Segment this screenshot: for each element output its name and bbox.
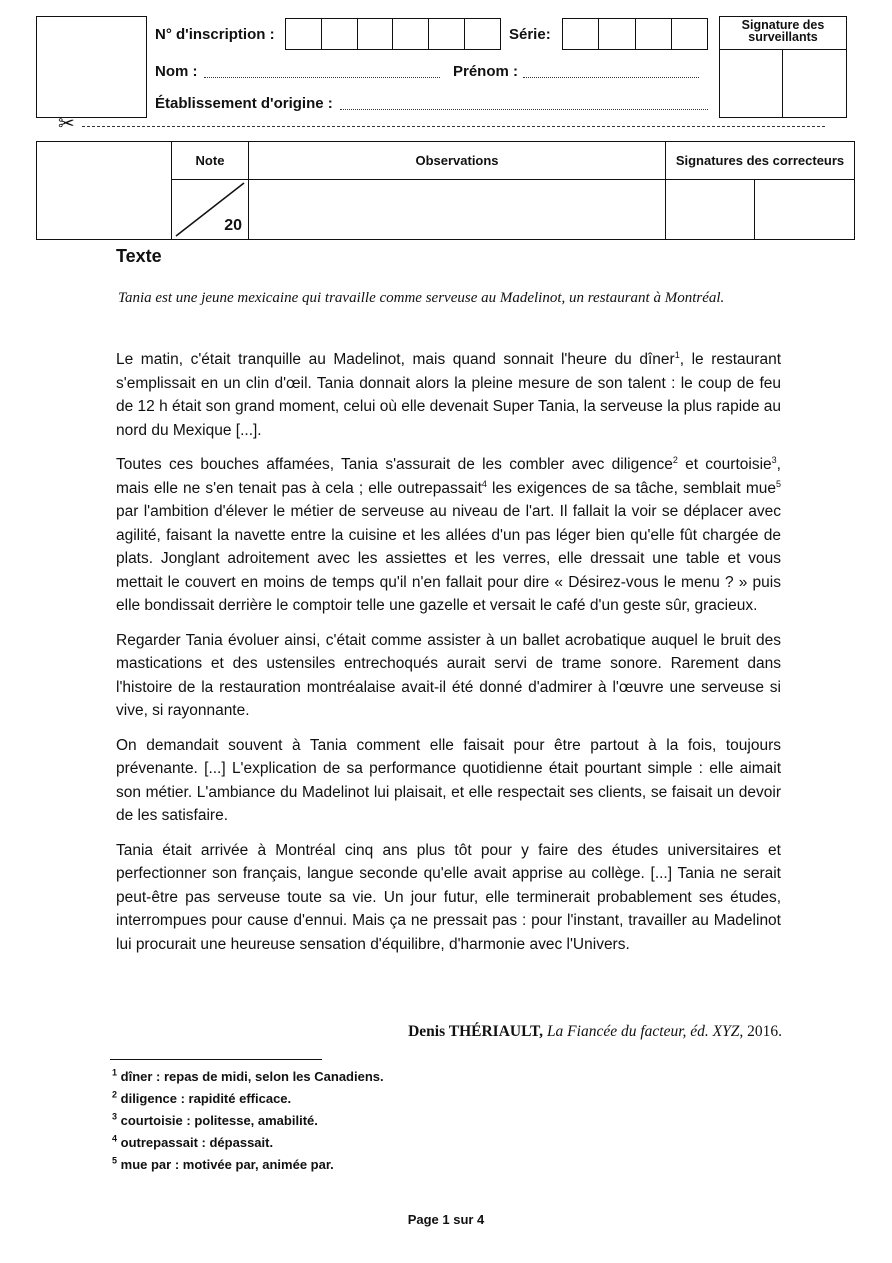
footnote-item <box>112 1066 384 1088</box>
paragraph <box>116 348 781 442</box>
footnote-text: courtoisie : politesse, amabilité. <box>120 1113 318 1128</box>
nom-label: Nom : <box>155 63 198 80</box>
scissors-icon: ✂ <box>58 113 75 135</box>
paragraph <box>116 629 781 723</box>
serie-label: Série: <box>509 26 551 43</box>
etablissement-field[interactable] <box>340 109 708 110</box>
footnote-item <box>112 1154 384 1176</box>
paragraph-text: , le restaurant s'emplissait en un clin d'œil. Tania donnait alors la pleine mesure de son talent : le coup de feu de 12 h était son grand moment, celui où elle devenait Super Tania, la serveuse la plus rapide au nord du Mexique [...]. <box>116 351 781 439</box>
footnote-ref: 5 <box>775 478 781 489</box>
paragraph-text: les exigences de sa tâche, semblait mue <box>486 479 776 497</box>
footnote-item <box>112 1132 384 1154</box>
footnote-ref: 1 <box>674 349 680 360</box>
grade-blank-cell <box>37 142 172 240</box>
note-cell[interactable] <box>172 180 249 240</box>
photo-box <box>36 16 147 118</box>
paragraph-text: par l'ambition d'élever le métier de serveuse au niveau de l'art. Il fallait la voir se déplacer avec agilité, faisant la navette entre la cuisine et les allées d'un pas léger bien qu'elle fût chargée de plats. Jonglant adroitement avec les assiettes et les verres, elle dressait une table et vous mettait le couvert en moins de temps qu'il n'en fallait pour dire « Désirez-vous le menu ? » puis elle bondissait derrière le comptoir telle une gazelle et versait le café d'un geste sûr, gracieux. <box>116 503 781 614</box>
observations-header: Observations <box>249 142 666 180</box>
citation <box>340 1023 782 1041</box>
intro-text: Tania est une jeune mexicaine qui travaille comme serveuse au Madelinot, un restaurant à Montréal. <box>118 290 725 306</box>
footnote-rule <box>110 1059 322 1060</box>
footnote-item <box>112 1110 384 1132</box>
signature-divider-v <box>782 49 783 117</box>
etablissement-label: Établissement d'origine : <box>155 95 333 112</box>
paragraph <box>116 839 781 957</box>
signature-surveillants-box <box>719 16 847 118</box>
footnote-number: 4 <box>112 1133 118 1144</box>
signatures-correcteurs-header: Signatures des correcteurs <box>666 142 855 180</box>
footnote-number: 1 <box>112 1067 118 1078</box>
paragraph-text: On demandait souvent à Tania comment elle faisait pour être partout à la fois, toujours prévenante. [...] L'explication de sa performance quotidienne était pourtant simple : elle aimait son métier. L'ambiance du Madelinot lui plaisait, et elle respectait ses clients, se faisait un devoir de les satisfaire. <box>116 736 781 824</box>
signature-divider-h <box>720 49 846 50</box>
footnote-number: 3 <box>112 1111 118 1122</box>
paragraph-text: Tania était arrivée à Montréal cinq ans plus tôt pour y faire des études universitaires et perfectionner son français, langue seconde qu'elle avait apprise au collège. [...] Tania ne serait peut-être pas serveuse toute sa vie. Un jour futur, elle terminerait probablement ses études, interrompues pour cause d'ennui. Mais ça ne pressait pas : pour l'instant, travailler au Madelinot lui procurait une heureuse sensation d'équilibre, d'harmonie avec l'Univers. <box>116 841 781 953</box>
prenom-label: Prénom : <box>453 63 519 80</box>
footnote-ref: 3 <box>771 454 777 465</box>
footnote-number: 5 <box>112 1155 118 1166</box>
citation-author: Denis THÉRIAULT, <box>408 1023 544 1040</box>
note-header: Note <box>172 142 249 180</box>
footnote-text: dîner : repas de midi, selon les Canadiens. <box>120 1069 384 1084</box>
note-max: 20 <box>224 217 242 234</box>
footnote-ref: 4 <box>481 478 487 489</box>
paragraph-text: Toutes ces bouches affamées, Tania s'assurait de les combler avec diligence <box>116 456 673 473</box>
paragraph-text: Regarder Tania évoluer ainsi, c'était comme assister à un ballet acrobatique auquel le bruit des mastications et des ustensiles entrechoqués aurait servi de trame sonore. Rarement dans l'histoire de la restauration montréalaise avait-il été donné d'admirer à l'œuvre une serveuse si vive, si rayonnante. <box>116 631 781 719</box>
grade-table <box>36 141 855 240</box>
footnote-text: mue par : motivée par, animée par. <box>120 1157 334 1172</box>
footnote-ref: 2 <box>672 454 678 465</box>
observations-cell[interactable] <box>249 180 666 240</box>
citation-year: 2016. <box>747 1023 782 1040</box>
footnote-number: 2 <box>112 1089 118 1100</box>
inscription-cells[interactable] <box>285 18 501 50</box>
paragraph-text: Le matin, c'était tranquille au Madelinot, mais quand sonnait l'heure du dîner <box>116 351 675 368</box>
body-text <box>116 348 781 967</box>
correcteur-2-cell[interactable] <box>755 180 855 240</box>
inscription-label: N° d'inscription : <box>155 26 275 43</box>
paragraph <box>116 734 781 828</box>
page-footer: Page 1 sur 4 <box>407 1212 485 1227</box>
footnote-text: diligence : rapidité efficace. <box>120 1091 292 1106</box>
paragraph-text: , mais elle ne s'en tenait pas à cela ; elle outrepassait <box>116 456 781 497</box>
correcteur-1-cell[interactable] <box>666 180 755 240</box>
footnotes <box>112 1066 384 1176</box>
cut-line <box>82 126 825 127</box>
paragraph <box>116 453 781 618</box>
serie-cells[interactable] <box>562 18 708 50</box>
nom-field[interactable] <box>204 77 440 78</box>
section-title: Texte <box>116 246 162 266</box>
paragraph-text: et courtoisie <box>677 456 772 473</box>
footnote-text: outrepassait : dépassait. <box>120 1135 274 1150</box>
citation-work: La Fiancée du facteur, éd. XYZ, <box>546 1023 744 1040</box>
footnote-item <box>112 1088 384 1110</box>
prenom-field[interactable] <box>523 77 699 78</box>
signature-surveillants-label: Signature des surveillants <box>741 18 825 44</box>
